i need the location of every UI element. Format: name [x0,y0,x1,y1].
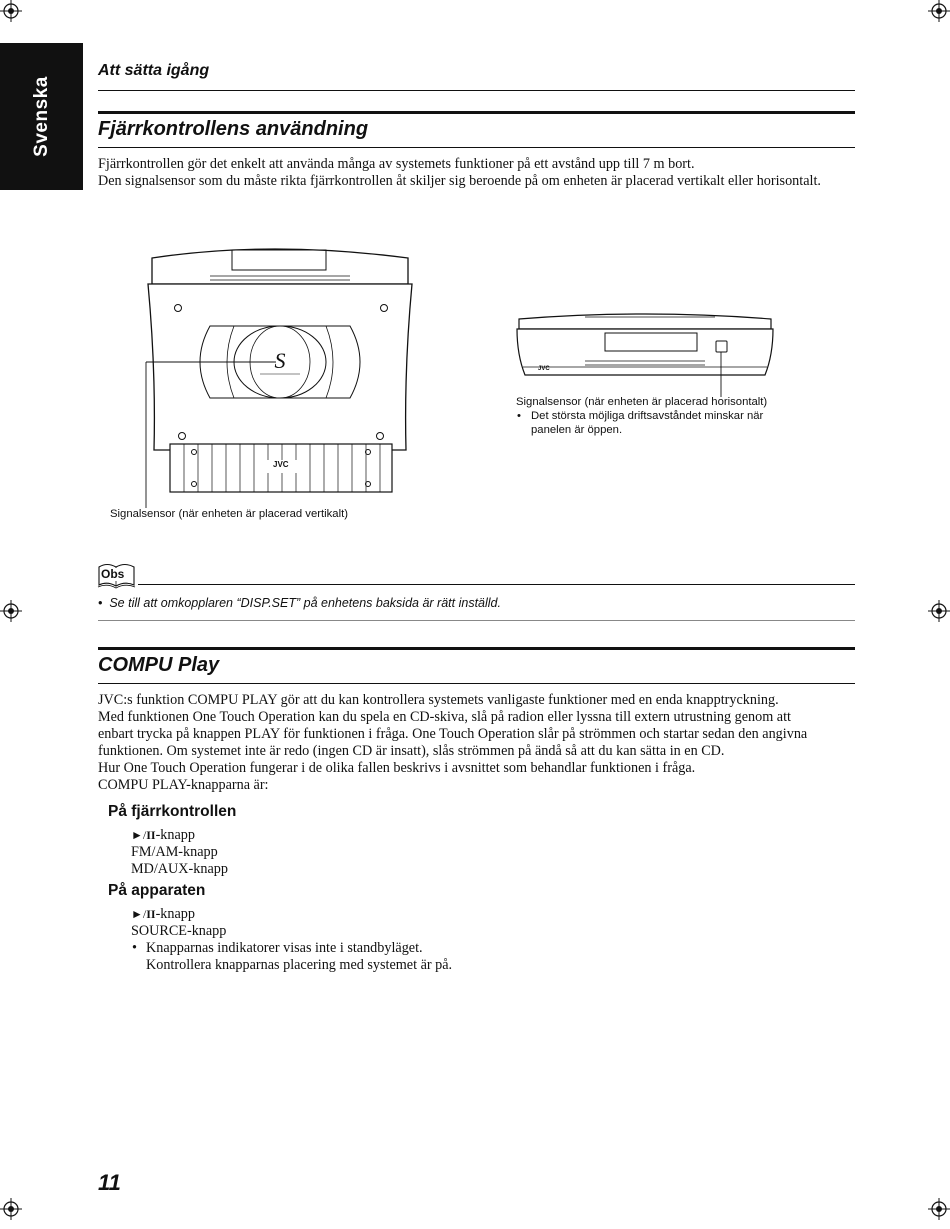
horizontal-caption-title: Signalsensor (när enheten är placerad horisontalt) [516,396,768,408]
text-line: Hur One Touch Operation fungerar i de olika fallen beskrivs i avsnittet som behandlar funktionen i fråga. [98,760,696,776]
title-rule-top [98,647,855,650]
svg-text:S: S [274,348,286,373]
list-item: MD/AUX-knapp [131,861,228,877]
language-tab [0,43,83,190]
list-item: SOURCE-knapp [131,923,227,939]
bullet-line: panelen är öppen. [531,424,623,436]
title-rule-bottom [98,683,855,684]
horizontal-unit-illustration [515,305,775,405]
registration-mark-icon [0,1198,22,1220]
horizontal-caption-bullet [516,409,767,437]
text-line: enbart trycka på knappen PLAY för funktionen i fråga. One Touch Operation slår på strömmen och startar sedan den angivna [98,726,808,742]
text-line: funktionen. Om systemet inte är redo (ingen CD är insatt), slås strömmen på ändå så att du kan sätta in en CD. [98,743,725,759]
list-item: ►/II-knapp [131,906,195,922]
header-rule [98,90,855,91]
text-line: Fjärrkontrollen gör det enkelt att använda många av systemets funktioner på ett avstånd upp till 7 m bort. [98,156,695,172]
text-line: JVC:s funktion COMPU PLAY gör att du kan kontrollera systemets vanligaste funktioner med en enda knapptryckning. [98,692,779,708]
unit-buttons-heading: På apparaten [108,882,206,899]
vertical-caption-leader [140,362,150,510]
bullet-line: Knapparnas indikatorer visas inte i standbyläget. [146,940,423,956]
registration-mark-icon [0,0,22,22]
registration-mark-icon [928,600,950,622]
remote-buttons-list [131,827,228,878]
list-item: ►/II-knapp [131,827,195,843]
note-rule-bottom [98,620,855,621]
title-rule-top [98,111,855,114]
registration-mark-icon [928,1198,950,1220]
registration-mark-icon [928,0,950,22]
remote-section-title: Fjärrkontrollens användning [98,118,369,140]
note-rule-top [138,584,855,585]
bullet-line: Kontrollera knapparnas placering med systemet är på. [146,957,453,973]
language-tab-label: Svenska [30,76,52,157]
text-line: Den signalsensor som du måste rikta fjärrkontrollen åt skiljer sig beroende på om enheten är placerad vertikalt eller horisontalt. [98,173,821,189]
text-line: COMPU PLAY-knapparna är: [98,777,269,793]
bullet-icon: • [98,596,110,610]
note-text [98,596,501,610]
play-pause-icon: ►/II [131,907,156,921]
horizontal-caption [516,395,767,437]
compu-section-text [98,692,868,794]
bullet-icon: • [132,940,137,956]
remote-section-text [98,156,868,190]
unit-bullet [131,940,452,974]
horizontal-unit-brand-label: JVC [538,366,550,372]
text-line: Med funktionen One Touch Operation kan du spela en CD-skiva, slå på radion eller lyssna till extern utrustning genom att [98,709,791,725]
bullet-icon: • [517,410,521,422]
vertical-caption: Signalsensor (när enheten är placerad vertikalt) [110,508,348,520]
vertical-unit-illustration [140,240,420,520]
list-item: FM/AM-knapp [131,844,218,860]
play-pause-icon: ►/II [131,828,156,842]
section-header: Att sätta igång [98,62,210,79]
registration-mark-icon [0,600,22,622]
vertical-unit-brand-label: JVC [273,460,289,469]
compu-section-title: COMPU Play [98,654,220,676]
bullet-line: Det största möjliga driftsavståndet minskar när [531,410,764,422]
unit-buttons-list [131,906,452,974]
title-rule-bottom [98,147,855,148]
page-number: 11 [98,1170,121,1195]
note-text-content: Se till att omkopplaren “DISP.SET” på enhetens baksida är rätt inställd. [109,596,501,610]
remote-buttons-heading: På fjärrkontrollen [108,803,237,820]
note-icon-label: Obs [101,567,125,581]
